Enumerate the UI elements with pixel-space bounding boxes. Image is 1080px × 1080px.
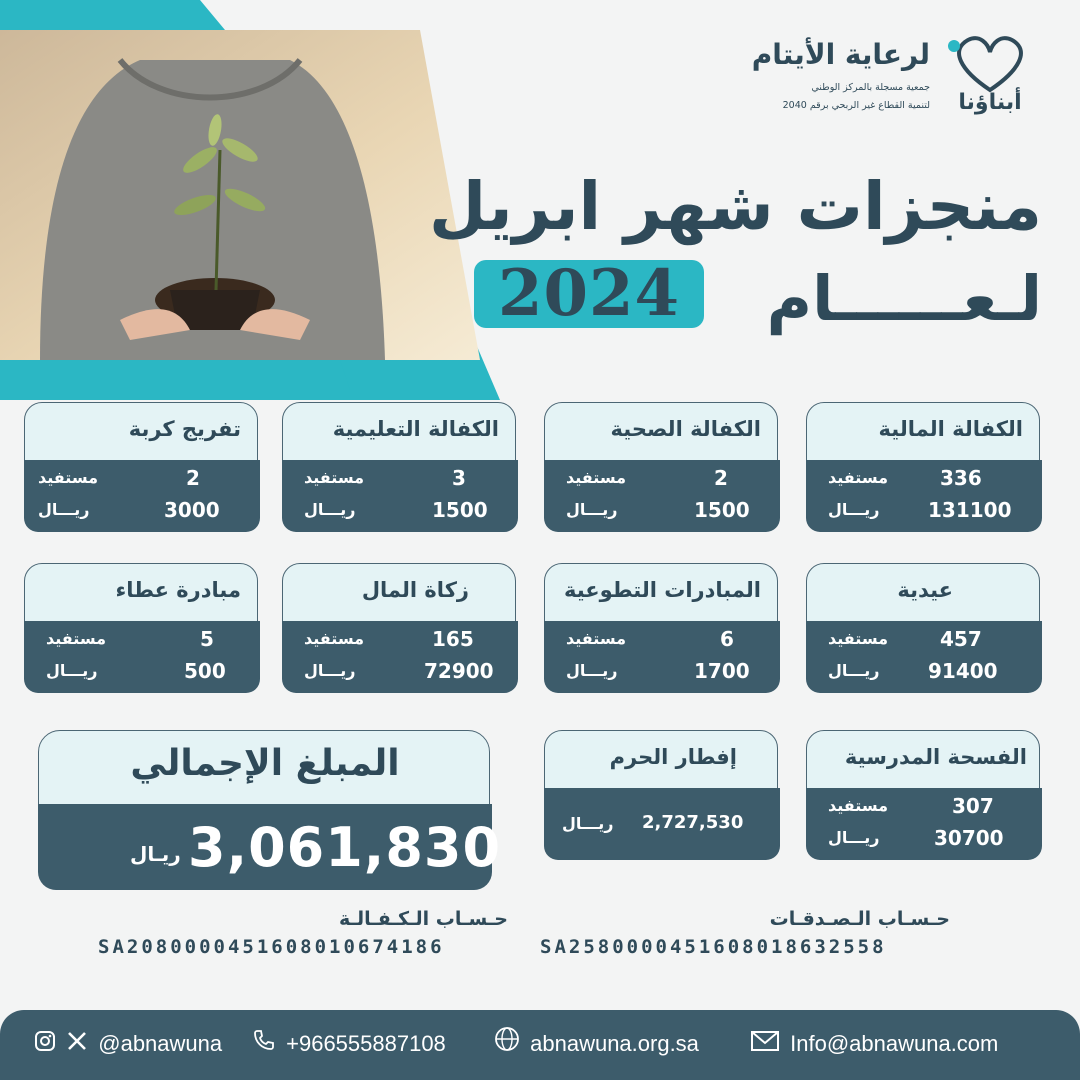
phone-number[interactable]: +966555887108 bbox=[286, 1031, 446, 1056]
card-title: الكفالة المالية bbox=[878, 417, 1023, 441]
donations-account-iban[interactable]: SA2580000451608018632558 bbox=[540, 936, 887, 958]
beneficiaries-label: مستفيد bbox=[566, 468, 627, 487]
card-title: زكاة المال bbox=[361, 578, 469, 602]
x-icon[interactable] bbox=[66, 1023, 88, 1067]
riyal-label: ريـــال bbox=[46, 661, 98, 680]
instagram-icon[interactable] bbox=[34, 1023, 56, 1067]
beneficiaries-label: مستفيد bbox=[304, 629, 365, 648]
amount-value: 131100 bbox=[928, 498, 1012, 522]
sponsorship-account-label: حـسـاب الـكـفـالـة bbox=[339, 908, 508, 930]
riyal-label: ريـــال bbox=[38, 500, 90, 519]
organization-logo bbox=[680, 38, 930, 128]
logo-subtitle-1: جمعية مسجلة بالمركز الوطني bbox=[811, 82, 930, 93]
total-unit: ريـال bbox=[130, 842, 181, 866]
footer-social[interactable] bbox=[34, 1022, 222, 1066]
phone-icon bbox=[252, 1023, 276, 1067]
card-title: مبادرة عطاء bbox=[115, 578, 241, 602]
logo-title: لرعاية الأيتام bbox=[751, 38, 930, 71]
amount-value: 72900 bbox=[424, 659, 494, 683]
card-title: الكفالة الصحية bbox=[610, 417, 761, 441]
beneficiaries-value: 307 bbox=[952, 794, 994, 818]
title-year-word: لـعــــــام bbox=[766, 262, 1042, 335]
amount-value: 1500 bbox=[432, 498, 488, 522]
beneficiaries-value: 2 bbox=[186, 466, 200, 490]
card-title: تفريج كربة bbox=[128, 417, 241, 441]
amount-value: 30700 bbox=[934, 826, 1004, 850]
mail-icon bbox=[750, 1023, 780, 1067]
social-handle[interactable]: @abnawuna bbox=[98, 1031, 223, 1056]
beneficiaries-value: 457 bbox=[940, 627, 982, 651]
riyal-label: ريـــال bbox=[566, 661, 618, 680]
beneficiaries-label: مستفيد bbox=[46, 629, 107, 648]
website-link[interactable]: abnawuna.org.sa bbox=[530, 1031, 699, 1056]
hero-illustration bbox=[0, 0, 500, 400]
logo-mark-text: أبناؤنا bbox=[958, 90, 1022, 115]
beneficiaries-value: 2 bbox=[714, 466, 728, 490]
beneficiaries-value: 165 bbox=[432, 627, 474, 651]
beneficiaries-label: مستفيد bbox=[828, 629, 889, 648]
total-amount-card bbox=[38, 730, 502, 890]
beneficiaries-value: 3 bbox=[452, 466, 466, 490]
beneficiaries-value: 5 bbox=[200, 627, 214, 651]
amount-value: 2,727,530 bbox=[642, 812, 744, 833]
donations-account-label: حـسـاب الـصـدقـات bbox=[769, 908, 950, 930]
footer-phone[interactable] bbox=[252, 1022, 446, 1066]
amount-value: 91400 bbox=[928, 659, 998, 683]
card-title: عيدية bbox=[897, 578, 953, 602]
amount-value: 1700 bbox=[694, 659, 750, 683]
beneficiaries-value: 336 bbox=[940, 466, 982, 490]
riyal-label: ريـــال bbox=[828, 661, 880, 680]
footer-website[interactable] bbox=[494, 1022, 699, 1066]
riyal-label: ريـــال bbox=[828, 828, 880, 847]
hero-photo bbox=[0, 0, 500, 400]
page-title: منجزات شهر ابريل bbox=[428, 168, 1042, 245]
card-title: المبادرات التطوعية bbox=[563, 578, 761, 602]
footer-email[interactable] bbox=[750, 1022, 998, 1066]
amount-value: 500 bbox=[184, 659, 226, 683]
beneficiaries-label: مستفيد bbox=[38, 468, 99, 487]
beneficiaries-label: مستفيد bbox=[828, 796, 889, 815]
beneficiaries-label: مستفيد bbox=[304, 468, 365, 487]
card-title: الفسحة المدرسية bbox=[844, 745, 1027, 769]
riyal-label: ريـــال bbox=[304, 661, 356, 680]
total-value: 3,061,830 bbox=[188, 816, 502, 879]
beneficiaries-value: 6 bbox=[720, 627, 734, 651]
globe-icon bbox=[494, 1023, 520, 1067]
riyal-label: ريـــال bbox=[828, 500, 880, 519]
card-title: إفطار الحرم bbox=[609, 745, 737, 769]
total-title: المبلغ الإجمالي bbox=[130, 743, 400, 784]
sponsorship-account-iban[interactable]: SA2080000451608010674186 bbox=[98, 936, 445, 958]
riyal-label: ريـــال bbox=[304, 500, 356, 519]
title-year: 2024 bbox=[497, 256, 681, 331]
logo-mark bbox=[940, 30, 1040, 130]
card-title: الكفالة التعليمية bbox=[332, 417, 499, 441]
amount-value: 1500 bbox=[694, 498, 750, 522]
logo-subtitle-2: لتنمية القطاع غير الربحي برقم 2040 bbox=[782, 100, 930, 111]
beneficiaries-label: مستفيد bbox=[566, 629, 627, 648]
email-link[interactable]: Info@abnawuna.com bbox=[790, 1031, 999, 1056]
riyal-label: ريـــال bbox=[566, 500, 618, 519]
riyal-label: ريـــال bbox=[562, 814, 614, 833]
beneficiaries-label: مستفيد bbox=[828, 468, 889, 487]
amount-value: 3000 bbox=[164, 498, 220, 522]
